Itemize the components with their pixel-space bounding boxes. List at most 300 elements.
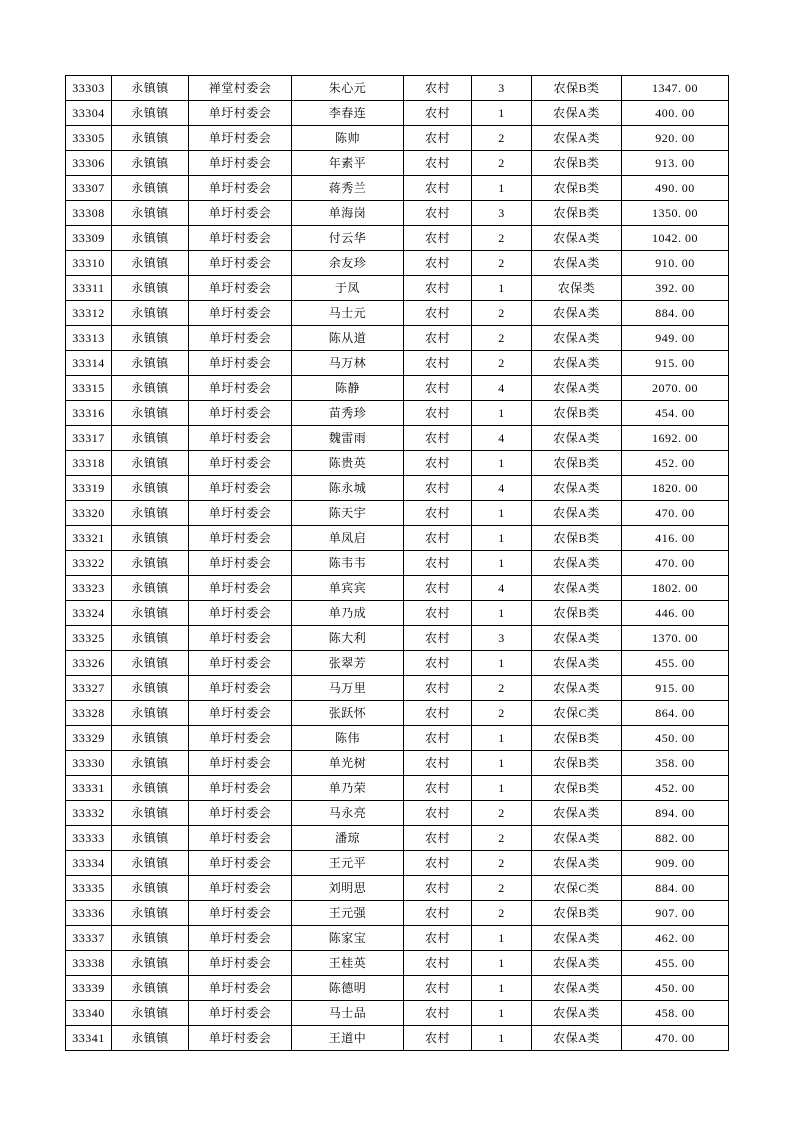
table-cell-insurance-type: 农保B类 <box>532 76 622 101</box>
table-cell-village-committee: 单圩村委会 <box>189 126 292 151</box>
table-cell-id: 33303 <box>66 76 112 101</box>
table-cell-count: 1 <box>472 926 532 951</box>
table-cell-town: 永镇镇 <box>112 351 189 376</box>
table-cell-town: 永镇镇 <box>112 651 189 676</box>
table-cell-name: 单乃荣 <box>292 776 404 801</box>
table-cell-count: 2 <box>472 251 532 276</box>
table-cell-category: 农村 <box>404 401 472 426</box>
table-cell-count: 1 <box>472 976 532 1001</box>
table-body <box>66 76 729 1051</box>
table-cell-count: 4 <box>472 576 532 601</box>
table-cell-village-committee: 单圩村委会 <box>189 851 292 876</box>
table-cell-id: 33338 <box>66 951 112 976</box>
table-cell-count: 2 <box>472 701 532 726</box>
table-cell-count: 1 <box>472 501 532 526</box>
table-cell-category: 农村 <box>404 476 472 501</box>
table-cell-insurance-type: 农保B类 <box>532 751 622 776</box>
table-cell-insurance-type: 农保A类 <box>532 651 622 676</box>
table-cell-id: 33313 <box>66 326 112 351</box>
table-cell-category: 农村 <box>404 651 472 676</box>
table-cell-village-committee: 单圩村委会 <box>189 451 292 476</box>
table-cell-count: 2 <box>472 901 532 926</box>
table-cell-insurance-type: 农保B类 <box>532 901 622 926</box>
table-cell-count: 1 <box>472 1001 532 1026</box>
table-cell-town: 永镇镇 <box>112 276 189 301</box>
table-cell-amount: 920. 00 <box>622 126 729 151</box>
table-cell-name: 于凤 <box>292 276 404 301</box>
table-cell-id: 33306 <box>66 151 112 176</box>
table-cell-count: 2 <box>472 126 532 151</box>
table-cell-name: 王桂英 <box>292 951 404 976</box>
table-cell-category: 农村 <box>404 251 472 276</box>
table-cell-count: 3 <box>472 76 532 101</box>
table-cell-category: 农村 <box>404 501 472 526</box>
table-row <box>66 126 729 151</box>
table-cell-amount: 452. 00 <box>622 776 729 801</box>
table-cell-insurance-type: 农保A类 <box>532 1026 622 1051</box>
table-cell-count: 1 <box>472 1026 532 1051</box>
table-cell-name: 王元平 <box>292 851 404 876</box>
table-row <box>66 101 729 126</box>
table-row <box>66 901 729 926</box>
table-cell-town: 永镇镇 <box>112 551 189 576</box>
table-cell-insurance-type: 农保A类 <box>532 676 622 701</box>
table-cell-town: 永镇镇 <box>112 526 189 551</box>
table-cell-town: 永镇镇 <box>112 176 189 201</box>
table-cell-insurance-type: 农保A类 <box>532 301 622 326</box>
table-cell-amount: 894. 00 <box>622 801 729 826</box>
table-cell-village-committee: 单圩村委会 <box>189 201 292 226</box>
table-row <box>66 651 729 676</box>
table-cell-id: 33304 <box>66 101 112 126</box>
table-cell-name: 余友珍 <box>292 251 404 276</box>
table-cell-name: 马士元 <box>292 301 404 326</box>
table-cell-name: 陈贵英 <box>292 451 404 476</box>
table-cell-amount: 416. 00 <box>622 526 729 551</box>
table-cell-category: 农村 <box>404 576 472 601</box>
table-cell-amount: 470. 00 <box>622 1026 729 1051</box>
table-cell-name: 马永亮 <box>292 801 404 826</box>
table-cell-count: 2 <box>472 301 532 326</box>
table-cell-village-committee: 单圩村委会 <box>189 751 292 776</box>
table-cell-id: 33308 <box>66 201 112 226</box>
table-cell-name: 陈韦韦 <box>292 551 404 576</box>
table-cell-village-committee: 单圩村委会 <box>189 301 292 326</box>
table-cell-name: 单海岗 <box>292 201 404 226</box>
table-cell-id: 33315 <box>66 376 112 401</box>
table-cell-category: 农村 <box>404 851 472 876</box>
table-row <box>66 851 729 876</box>
table-cell-count: 2 <box>472 351 532 376</box>
table-cell-insurance-type: 农保A类 <box>532 126 622 151</box>
table-cell-category: 农村 <box>404 751 472 776</box>
table-cell-id: 33326 <box>66 651 112 676</box>
table-cell-village-committee: 单圩村委会 <box>189 551 292 576</box>
table-cell-insurance-type: 农保类 <box>532 276 622 301</box>
table-cell-insurance-type: 农保A类 <box>532 501 622 526</box>
table-cell-village-committee: 单圩村委会 <box>189 951 292 976</box>
table-cell-amount: 1692. 00 <box>622 426 729 451</box>
table-row <box>66 276 729 301</box>
table-cell-name: 陈静 <box>292 376 404 401</box>
table-cell-amount: 1042. 00 <box>622 226 729 251</box>
table-cell-category: 农村 <box>404 1001 472 1026</box>
table-cell-count: 2 <box>472 851 532 876</box>
table-cell-village-committee: 单圩村委会 <box>189 601 292 626</box>
table-cell-name: 单光树 <box>292 751 404 776</box>
table-cell-count: 2 <box>472 826 532 851</box>
table-cell-count: 1 <box>472 726 532 751</box>
table-cell-town: 永镇镇 <box>112 676 189 701</box>
table-cell-count: 2 <box>472 226 532 251</box>
table-cell-amount: 450. 00 <box>622 976 729 1001</box>
table-cell-amount: 470. 00 <box>622 501 729 526</box>
table-cell-town: 永镇镇 <box>112 951 189 976</box>
table-cell-id: 33321 <box>66 526 112 551</box>
table-cell-category: 农村 <box>404 826 472 851</box>
table-cell-town: 永镇镇 <box>112 301 189 326</box>
table-row <box>66 776 729 801</box>
table-cell-category: 农村 <box>404 126 472 151</box>
table-cell-name: 张跃怀 <box>292 701 404 726</box>
table-cell-insurance-type: 农保B类 <box>532 176 622 201</box>
table-cell-town: 永镇镇 <box>112 251 189 276</box>
table-cell-village-committee: 单圩村委会 <box>189 176 292 201</box>
table-cell-insurance-type: 农保A类 <box>532 376 622 401</box>
table-cell-id: 33334 <box>66 851 112 876</box>
table-cell-insurance-type: 农保A类 <box>532 326 622 351</box>
table-cell-insurance-type: 农保A类 <box>532 801 622 826</box>
table-cell-id: 33309 <box>66 226 112 251</box>
table-cell-village-committee: 单圩村委会 <box>189 476 292 501</box>
table-cell-village-committee: 单圩村委会 <box>189 501 292 526</box>
table-cell-insurance-type: 农保B类 <box>532 151 622 176</box>
table-cell-id: 33317 <box>66 426 112 451</box>
table-cell-name: 苗秀珍 <box>292 401 404 426</box>
table-cell-count: 1 <box>472 526 532 551</box>
table-cell-name: 陈天宇 <box>292 501 404 526</box>
table-cell-amount: 909. 00 <box>622 851 729 876</box>
table-cell-amount: 452. 00 <box>622 451 729 476</box>
table-cell-count: 2 <box>472 876 532 901</box>
table-cell-town: 永镇镇 <box>112 976 189 1001</box>
table-cell-count: 1 <box>472 551 532 576</box>
table-cell-category: 农村 <box>404 901 472 926</box>
table-cell-insurance-type: 农保A类 <box>532 551 622 576</box>
table-cell-village-committee: 单圩村委会 <box>189 226 292 251</box>
table-row <box>66 951 729 976</box>
table-cell-name: 马万林 <box>292 351 404 376</box>
table-cell-category: 农村 <box>404 76 472 101</box>
table-row <box>66 801 729 826</box>
table-cell-name: 蒋秀兰 <box>292 176 404 201</box>
table-row <box>66 701 729 726</box>
table-cell-count: 4 <box>472 476 532 501</box>
table-cell-town: 永镇镇 <box>112 876 189 901</box>
table-cell-insurance-type: 农保A类 <box>532 576 622 601</box>
table-cell-category: 农村 <box>404 726 472 751</box>
table-cell-count: 1 <box>472 101 532 126</box>
table-cell-name: 付云华 <box>292 226 404 251</box>
table-row <box>66 601 729 626</box>
table-row <box>66 151 729 176</box>
table-cell-insurance-type: 农保A类 <box>532 101 622 126</box>
table-row <box>66 226 729 251</box>
table-cell-id: 33319 <box>66 476 112 501</box>
table-cell-category: 农村 <box>404 301 472 326</box>
table-cell-count: 1 <box>472 951 532 976</box>
table-cell-count: 2 <box>472 151 532 176</box>
table-cell-id: 33339 <box>66 976 112 1001</box>
table-cell-id: 33323 <box>66 576 112 601</box>
table-cell-insurance-type: 农保C类 <box>532 876 622 901</box>
table-cell-id: 33305 <box>66 126 112 151</box>
table-cell-id: 33314 <box>66 351 112 376</box>
table-cell-category: 农村 <box>404 326 472 351</box>
table-row <box>66 476 729 501</box>
table-cell-town: 永镇镇 <box>112 576 189 601</box>
table-cell-count: 3 <box>472 626 532 651</box>
table-cell-category: 农村 <box>404 976 472 1001</box>
table-cell-amount: 884. 00 <box>622 876 729 901</box>
table-cell-name: 潘琼 <box>292 826 404 851</box>
table-row <box>66 551 729 576</box>
table-cell-town: 永镇镇 <box>112 726 189 751</box>
table-row <box>66 401 729 426</box>
table-cell-town: 永镇镇 <box>112 1026 189 1051</box>
table-cell-amount: 913. 00 <box>622 151 729 176</box>
table-row <box>66 201 729 226</box>
table-cell-count: 2 <box>472 801 532 826</box>
table-row <box>66 326 729 351</box>
table-cell-id: 33335 <box>66 876 112 901</box>
table-cell-village-committee: 单圩村委会 <box>189 401 292 426</box>
table-cell-village-committee: 单圩村委会 <box>189 626 292 651</box>
table-cell-category: 农村 <box>404 376 472 401</box>
table-row <box>66 876 729 901</box>
table-cell-amount: 884. 00 <box>622 301 729 326</box>
table-row <box>66 76 729 101</box>
table-cell-insurance-type: 农保A类 <box>532 251 622 276</box>
table-cell-count: 4 <box>472 376 532 401</box>
table-cell-id: 33336 <box>66 901 112 926</box>
table-cell-village-committee: 单圩村委会 <box>189 326 292 351</box>
table-cell-town: 永镇镇 <box>112 801 189 826</box>
table-cell-amount: 446. 00 <box>622 601 729 626</box>
table-cell-amount: 1820. 00 <box>622 476 729 501</box>
table-cell-name: 马士品 <box>292 1001 404 1026</box>
table-cell-count: 2 <box>472 326 532 351</box>
table-row <box>66 976 729 1001</box>
table-cell-amount: 1347. 00 <box>622 76 729 101</box>
table-cell-village-committee: 单圩村委会 <box>189 376 292 401</box>
table-cell-category: 农村 <box>404 676 472 701</box>
table-cell-count: 1 <box>472 451 532 476</box>
table-cell-name: 魏雷雨 <box>292 426 404 451</box>
table-cell-amount: 1370. 00 <box>622 626 729 651</box>
table-cell-amount: 915. 00 <box>622 676 729 701</box>
table-cell-category: 农村 <box>404 201 472 226</box>
table-cell-category: 农村 <box>404 351 472 376</box>
table-cell-category: 农村 <box>404 876 472 901</box>
table-cell-town: 永镇镇 <box>112 226 189 251</box>
table-cell-name: 李春连 <box>292 101 404 126</box>
table-cell-insurance-type: 农保A类 <box>532 351 622 376</box>
table-row <box>66 376 729 401</box>
table-cell-name: 王元强 <box>292 901 404 926</box>
table-row <box>66 676 729 701</box>
table-row <box>66 501 729 526</box>
table-cell-amount: 450. 00 <box>622 726 729 751</box>
table-cell-id: 33329 <box>66 726 112 751</box>
table-cell-village-committee: 单圩村委会 <box>189 251 292 276</box>
table-cell-town: 永镇镇 <box>112 151 189 176</box>
table-cell-id: 33341 <box>66 1026 112 1051</box>
table-cell-name: 陈大利 <box>292 626 404 651</box>
table-cell-amount: 470. 00 <box>622 551 729 576</box>
table-cell-category: 农村 <box>404 176 472 201</box>
table-cell-id: 33316 <box>66 401 112 426</box>
table-cell-id: 33312 <box>66 301 112 326</box>
table-cell-insurance-type: 农保A类 <box>532 476 622 501</box>
table-cell-id: 33333 <box>66 826 112 851</box>
table-cell-town: 永镇镇 <box>112 926 189 951</box>
table-cell-village-committee: 单圩村委会 <box>189 276 292 301</box>
table-cell-count: 4 <box>472 426 532 451</box>
table-cell-category: 农村 <box>404 601 472 626</box>
table-cell-town: 永镇镇 <box>112 201 189 226</box>
table-cell-village-committee: 禅堂村委会 <box>189 76 292 101</box>
table-cell-town: 永镇镇 <box>112 701 189 726</box>
table-row <box>66 576 729 601</box>
table-cell-amount: 400. 00 <box>622 101 729 126</box>
table-cell-name: 单宾宾 <box>292 576 404 601</box>
table-row <box>66 176 729 201</box>
table-row <box>66 1026 729 1051</box>
table-cell-insurance-type: 农保B类 <box>532 726 622 751</box>
table-cell-insurance-type: 农保A类 <box>532 976 622 1001</box>
table-cell-amount: 392. 00 <box>622 276 729 301</box>
table-cell-amount: 454. 00 <box>622 401 729 426</box>
table-cell-amount: 864. 00 <box>622 701 729 726</box>
table-cell-category: 农村 <box>404 926 472 951</box>
table-row <box>66 526 729 551</box>
table-cell-amount: 462. 00 <box>622 926 729 951</box>
table-cell-village-committee: 单圩村委会 <box>189 101 292 126</box>
table-cell-village-committee: 单圩村委会 <box>189 526 292 551</box>
table-cell-amount: 949. 00 <box>622 326 729 351</box>
table-row <box>66 301 729 326</box>
table-cell-id: 33327 <box>66 676 112 701</box>
table-row <box>66 726 729 751</box>
table-cell-village-committee: 单圩村委会 <box>189 901 292 926</box>
table-row <box>66 251 729 276</box>
table-cell-id: 33307 <box>66 176 112 201</box>
data-table <box>65 75 729 1051</box>
table-cell-name: 陈从道 <box>292 326 404 351</box>
table-cell-name: 单凤启 <box>292 526 404 551</box>
table-cell-id: 33332 <box>66 801 112 826</box>
table-cell-count: 1 <box>472 651 532 676</box>
table-cell-name: 单乃成 <box>292 601 404 626</box>
table-row <box>66 926 729 951</box>
table-cell-town: 永镇镇 <box>112 826 189 851</box>
table-cell-insurance-type: 农保B类 <box>532 201 622 226</box>
table-cell-amount: 1802. 00 <box>622 576 729 601</box>
table-cell-village-committee: 单圩村委会 <box>189 576 292 601</box>
table-cell-village-committee: 单圩村委会 <box>189 826 292 851</box>
table-cell-village-committee: 单圩村委会 <box>189 1026 292 1051</box>
table-cell-village-committee: 单圩村委会 <box>189 351 292 376</box>
table-cell-amount: 882. 00 <box>622 826 729 851</box>
table-cell-id: 33318 <box>66 451 112 476</box>
table-cell-name: 张翠芳 <box>292 651 404 676</box>
table-cell-town: 永镇镇 <box>112 326 189 351</box>
table-cell-amount: 358. 00 <box>622 751 729 776</box>
table-row <box>66 626 729 651</box>
table-cell-insurance-type: 农保A类 <box>532 1001 622 1026</box>
table-cell-insurance-type: 农保A类 <box>532 951 622 976</box>
table-cell-village-committee: 单圩村委会 <box>189 801 292 826</box>
table-cell-amount: 455. 00 <box>622 651 729 676</box>
table-cell-insurance-type: 农保A类 <box>532 426 622 451</box>
table-cell-village-committee: 单圩村委会 <box>189 651 292 676</box>
table-cell-town: 永镇镇 <box>112 751 189 776</box>
table-cell-town: 永镇镇 <box>112 776 189 801</box>
table-cell-amount: 458. 00 <box>622 1001 729 1026</box>
table-cell-town: 永镇镇 <box>112 451 189 476</box>
table-cell-amount: 907. 00 <box>622 901 729 926</box>
table-cell-id: 33311 <box>66 276 112 301</box>
table-cell-amount: 910. 00 <box>622 251 729 276</box>
table-cell-id: 33331 <box>66 776 112 801</box>
table-cell-category: 农村 <box>404 801 472 826</box>
table-cell-name: 陈家宝 <box>292 926 404 951</box>
table-cell-village-committee: 单圩村委会 <box>189 926 292 951</box>
table-cell-name: 陈德明 <box>292 976 404 1001</box>
table-cell-village-committee: 单圩村委会 <box>189 1001 292 1026</box>
table-cell-town: 永镇镇 <box>112 901 189 926</box>
table-cell-count: 1 <box>472 776 532 801</box>
table-cell-name: 王道中 <box>292 1026 404 1051</box>
table-row <box>66 351 729 376</box>
table-cell-insurance-type: 农保B类 <box>532 526 622 551</box>
table-cell-amount: 1350. 00 <box>622 201 729 226</box>
table-cell-village-committee: 单圩村委会 <box>189 776 292 801</box>
table-cell-id: 33322 <box>66 551 112 576</box>
table-cell-id: 33328 <box>66 701 112 726</box>
table-cell-town: 永镇镇 <box>112 476 189 501</box>
table-cell-id: 33340 <box>66 1001 112 1026</box>
table-cell-insurance-type: 农保A类 <box>532 851 622 876</box>
table-cell-category: 农村 <box>404 151 472 176</box>
table-cell-category: 农村 <box>404 951 472 976</box>
table-cell-village-committee: 单圩村委会 <box>189 726 292 751</box>
table-cell-name: 陈帅 <box>292 126 404 151</box>
table-cell-insurance-type: 农保A类 <box>532 626 622 651</box>
table-cell-amount: 2070. 00 <box>622 376 729 401</box>
table-cell-count: 1 <box>472 751 532 776</box>
table-row <box>66 826 729 851</box>
table-cell-town: 永镇镇 <box>112 401 189 426</box>
table-cell-category: 农村 <box>404 526 472 551</box>
table-cell-village-committee: 单圩村委会 <box>189 976 292 1001</box>
table-cell-town: 永镇镇 <box>112 426 189 451</box>
table-cell-village-committee: 单圩村委会 <box>189 701 292 726</box>
table-cell-category: 农村 <box>404 426 472 451</box>
table-cell-count: 1 <box>472 176 532 201</box>
table-cell-town: 永镇镇 <box>112 501 189 526</box>
